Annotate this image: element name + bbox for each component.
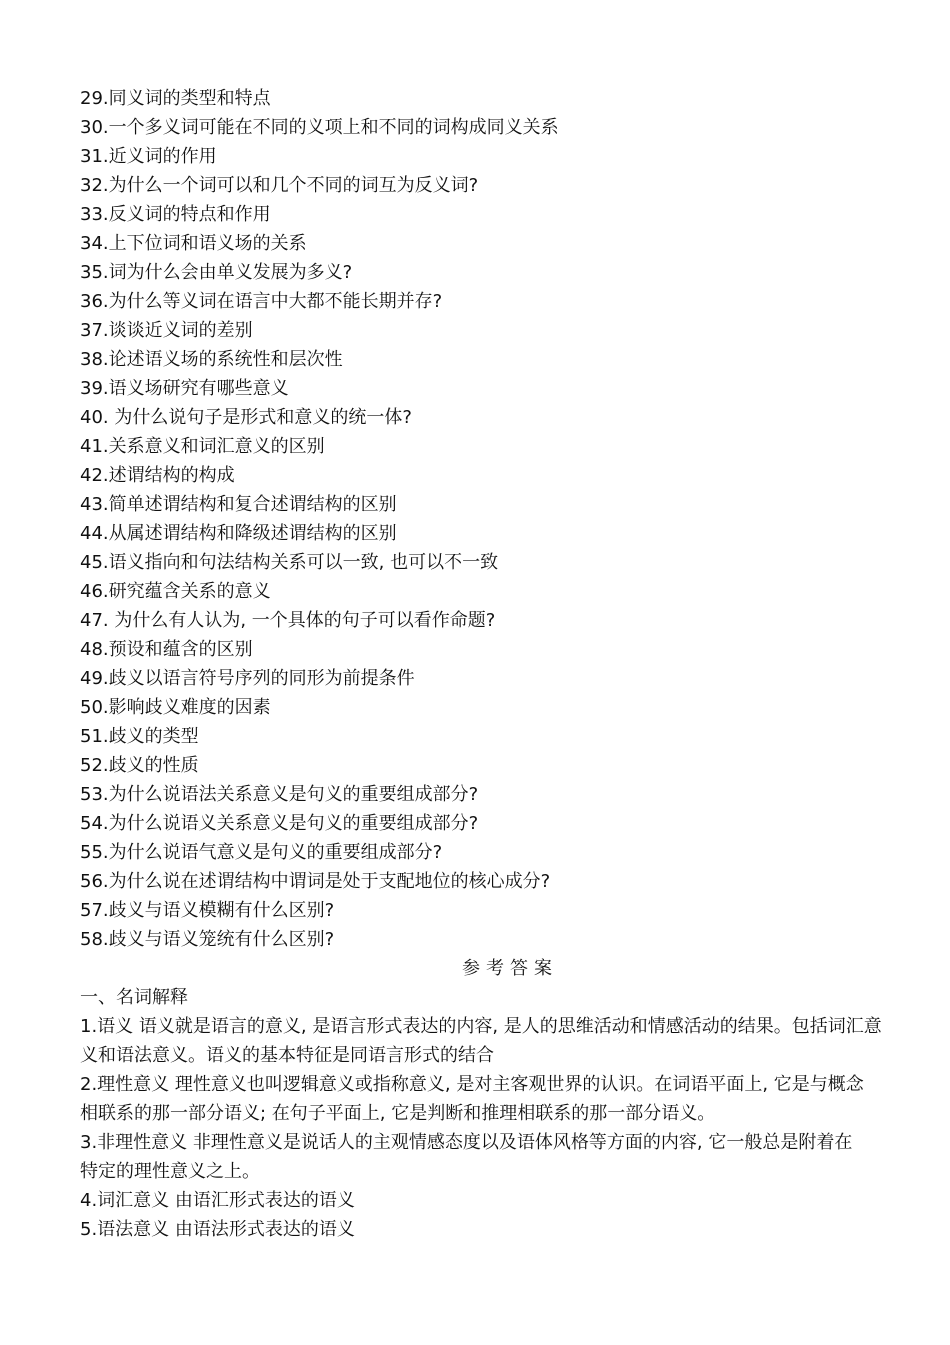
question-item: 42.述谓结构的构成 [80,465,235,486]
question-item: 55.为什么说语气意义是句义的重要组成部分? [80,842,443,863]
question-item: 37.谈谈近义词的差别 [80,320,253,341]
question-list [80,84,940,954]
question-item: 32.为什么一个词可以和几个不同的词互为反义词? [80,175,479,196]
answer-line: 5.语法意义 由语法形式表达的语义 [80,1219,355,1240]
question-item: 40. 为什么说句子是形式和意义的统一体? [80,407,412,428]
question-item: 50.影响歧义难度的因素 [80,697,271,718]
question-item: 36.为什么等义词在语言中大都不能长期并存? [80,291,443,312]
answer-line: 义和语法意义。语义的基本特征是同语言形式的结合 [80,1045,494,1066]
answer-line: 4.词汇意义 由语汇形式表达的语义 [80,1190,355,1211]
answer-line: 特定的理性意义之上。 [80,1161,260,1182]
question-item: 47. 为什么有人认为, 一个具体的句子可以看作命题? [80,610,496,631]
question-item: 51.歧义的类型 [80,726,199,747]
document-page [80,84,940,1244]
answer-line: 相联系的那一部分语义; 在句子平面上, 它是判断和推理相联系的那一部分语义。 [80,1103,716,1124]
answers-heading: 参考答案 [462,958,558,979]
question-item: 57.歧义与语义模糊有什么区别? [80,900,335,921]
question-item: 45.语义指向和句法结构关系可以一致, 也可以不一致 [80,552,499,573]
question-item: 46.研究蕴含关系的意义 [80,581,271,602]
question-item: 49.歧义以语言符号序列的同形为前提条件 [80,668,415,689]
question-item: 48.预设和蕴含的区别 [80,639,253,660]
question-item: 41.关系意义和词汇意义的区别 [80,436,325,457]
question-item: 30.一个多义词可能在不同的义项上和不同的词构成同义关系 [80,117,559,138]
answer-line: 3.非理性意义 非理性意义是说话人的主观情感态度以及语体风格等方面的内容, 它一般总是附着在 [80,1132,853,1153]
question-item: 39.语义场研究有哪些意义 [80,378,289,399]
question-item: 35.词为什么会由单义发展为多义? [80,262,353,283]
answer-line: 1.语义 语义就是语言的意义, 是语言形式表达的内容, 是人的思维活动和情感活动的结果。包括词汇意 [80,1016,882,1037]
answer-list [80,1012,940,1244]
question-item: 56.为什么说在述谓结构中谓词是处于支配地位的核心成分? [80,871,551,892]
question-item: 52.歧义的性质 [80,755,199,776]
question-item: 44.从属述谓结构和降级述谓结构的区别 [80,523,397,544]
question-item: 29.同义词的类型和特点 [80,88,271,109]
question-item: 38.论述语义场的系统性和层次性 [80,349,343,370]
section-heading: 一、名词解释 [80,987,188,1008]
question-item: 34.上下位词和语义场的关系 [80,233,307,254]
question-item: 31.近义词的作用 [80,146,217,167]
question-item: 33.反义词的特点和作用 [80,204,271,225]
question-item: 53.为什么说语法关系意义是句义的重要组成部分? [80,784,479,805]
question-item: 58.歧义与语义笼统有什么区别? [80,929,335,950]
question-item: 54.为什么说语义关系意义是句义的重要组成部分? [80,813,479,834]
answer-line: 2.理性意义 理性意义也叫逻辑意义或指称意义, 是对主客观世界的认识。在词语平面上, 它是与概念 [80,1074,864,1095]
question-item: 43.简单述谓结构和复合述谓结构的区别 [80,494,397,515]
